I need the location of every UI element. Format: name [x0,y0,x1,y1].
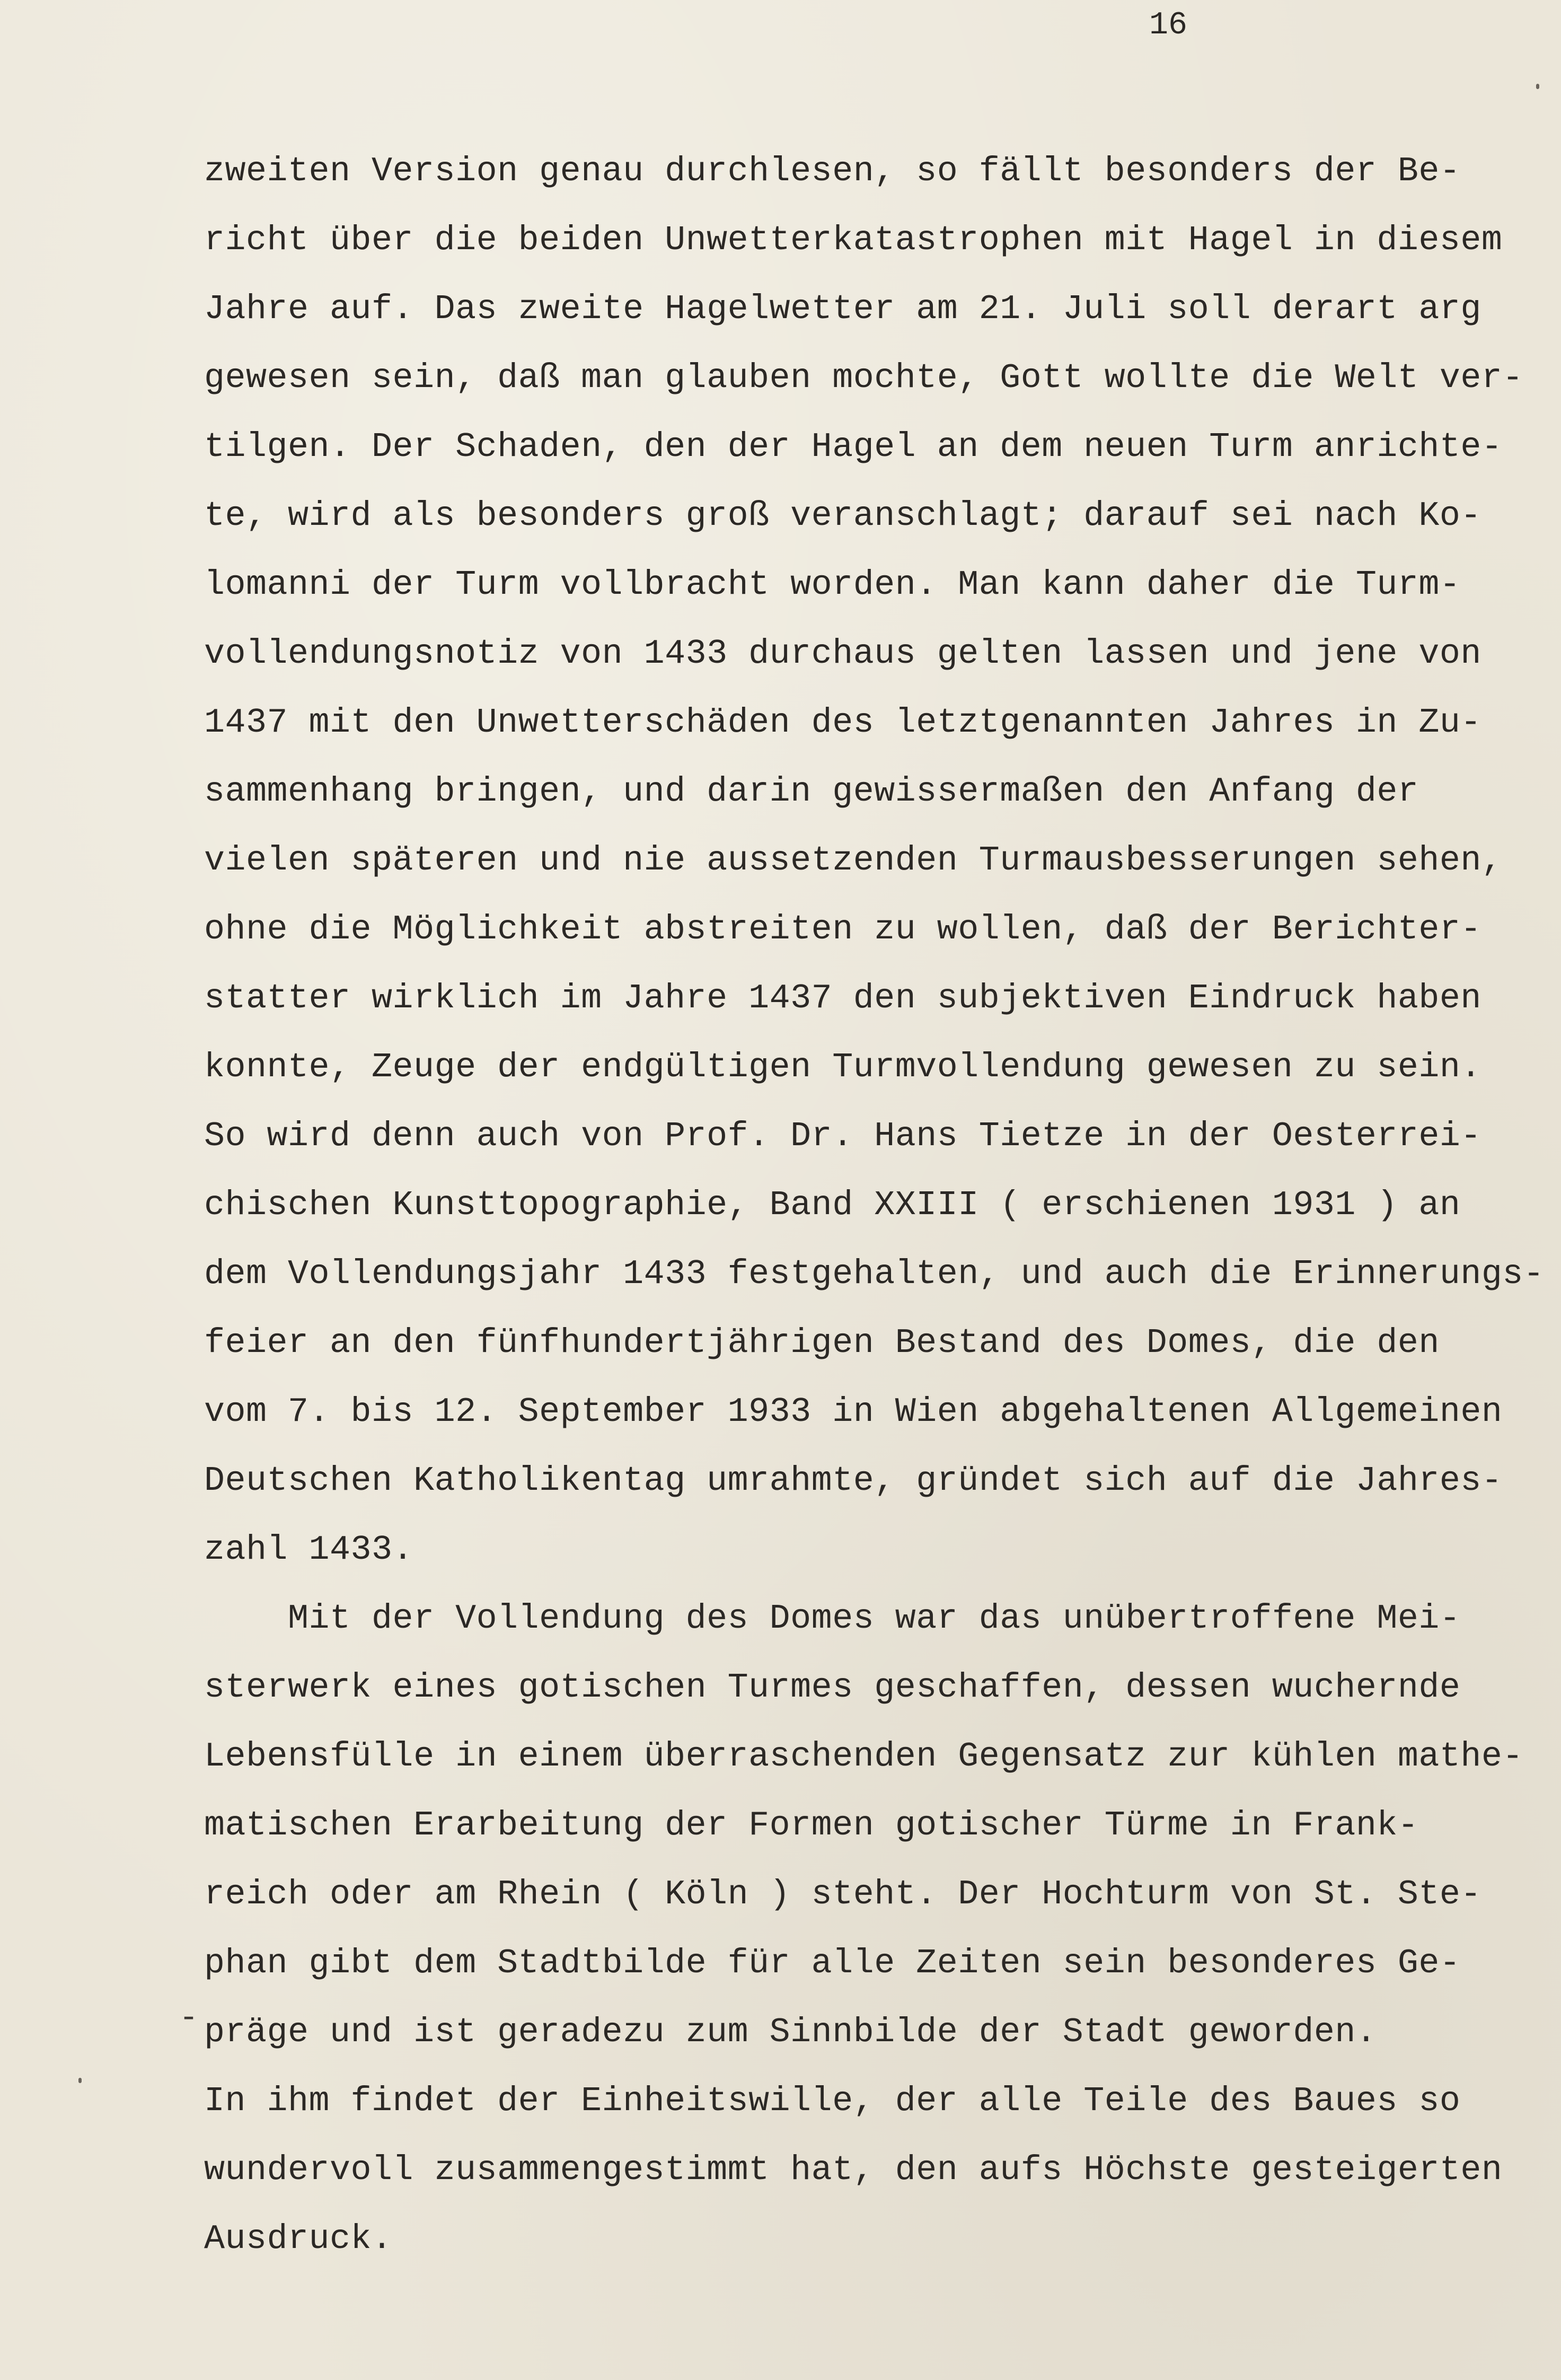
text-line: vom 7. bis 12. September 1933 in Wien abgehaltenen Allgemeinen [204,1392,1503,1431]
text-line: präge und ist geradezu zum Sinnbilde der Stadt geworden. [204,2013,1377,2052]
text-line: sammenhang bringen, und darin gewissermaßen den Anfang der [204,772,1419,811]
text-line: Lebensfülle in einem überraschenden Gegensatz zur kühlen mathe- [204,1737,1523,1776]
text-line: reich oder am Rhein ( Köln ) steht. Der Hochturm von St. Ste- [204,1875,1481,1914]
paper-speck [1536,84,1539,89]
text-line: vollendungsnotiz von 1433 durchaus gelten lassen und jene von [204,634,1481,673]
paper-speck [78,2078,82,2083]
text-line: 1437 mit den Unwetterschäden des letztgenannten Jahres in Zu- [204,703,1481,742]
text-line: So wird denn auch von Prof. Dr. Hans Tietze in der Oesterrei- [204,1117,1481,1156]
text-line: zweiten Version genau durchlesen, so fällt besonders der Be- [204,152,1461,191]
text-line: sterwerk eines gotischen Turmes geschaffen, dessen wuchernde [204,1668,1461,1707]
text-line: ohne die Möglichkeit abstreiten zu wollen, daß der Berichter- [204,910,1481,949]
text-line: Jahre auf. Das zweite Hagelwetter am 21. Juli soll derart arg [204,289,1481,329]
text-line: phan gibt dem Stadtbilde für alle Zeiten sein besonderes Ge- [204,1944,1461,1983]
text-line: gewesen sein, daß man glauben mochte, Gott wollte die Welt ver- [204,358,1523,398]
text-line: Mit der Vollendung des Domes war das unübertroffene Mei- [204,1599,1461,1638]
text-line: te, wird als besonders groß veranschlagt; darauf sei nach Ko- [204,496,1481,535]
text-line: statter wirklich im Jahre 1437 den subjektiven Eindruck haben [204,979,1481,1018]
page-number: 16 [1149,7,1188,43]
text-line: zahl 1433. [204,1530,414,1569]
margin-dash-mark: - [179,2000,199,2036]
text-line: vielen späteren und nie aussetzenden Turmausbesserungen sehen, [204,841,1503,880]
text-line: lomanni der Turm vollbracht worden. Man kann daher die Turm- [204,565,1461,604]
text-line: dem Vollendungsjahr 1433 festgehalten, und auch die Erinnerungs- [204,1254,1545,1294]
text-line: tilgen. Der Schaden, den der Hagel an dem neuen Turm anrichte- [204,427,1503,467]
text-line: feier an den fünfhundertjährigen Bestand des Domes, die den [204,1323,1440,1363]
text-line: wundervoll zusammengestimmt hat, den aufs Höchste gesteigerten [204,2150,1503,2190]
text-line: chischen Kunsttopographie, Band XXIII ( erschienen 1931 ) an [204,1185,1461,1225]
text-line: konnte, Zeuge der endgültigen Turmvollendung gewesen zu sein. [204,1048,1481,1087]
text-line: In ihm findet der Einheitswille, der alle Teile des Baues so [204,2082,1461,2121]
body-text [204,137,1561,2273]
text-line: richt über die beiden Unwetterkatastrophen mit Hagel in diesem [204,221,1503,260]
text-line: Deutschen Katholikentag umrahmte, gründet sich auf die Jahres- [204,1461,1503,1500]
text-line: Ausdruck. [204,2219,393,2259]
text-line: matischen Erarbeitung der Formen gotischer Türme in Frank- [204,1806,1419,1845]
